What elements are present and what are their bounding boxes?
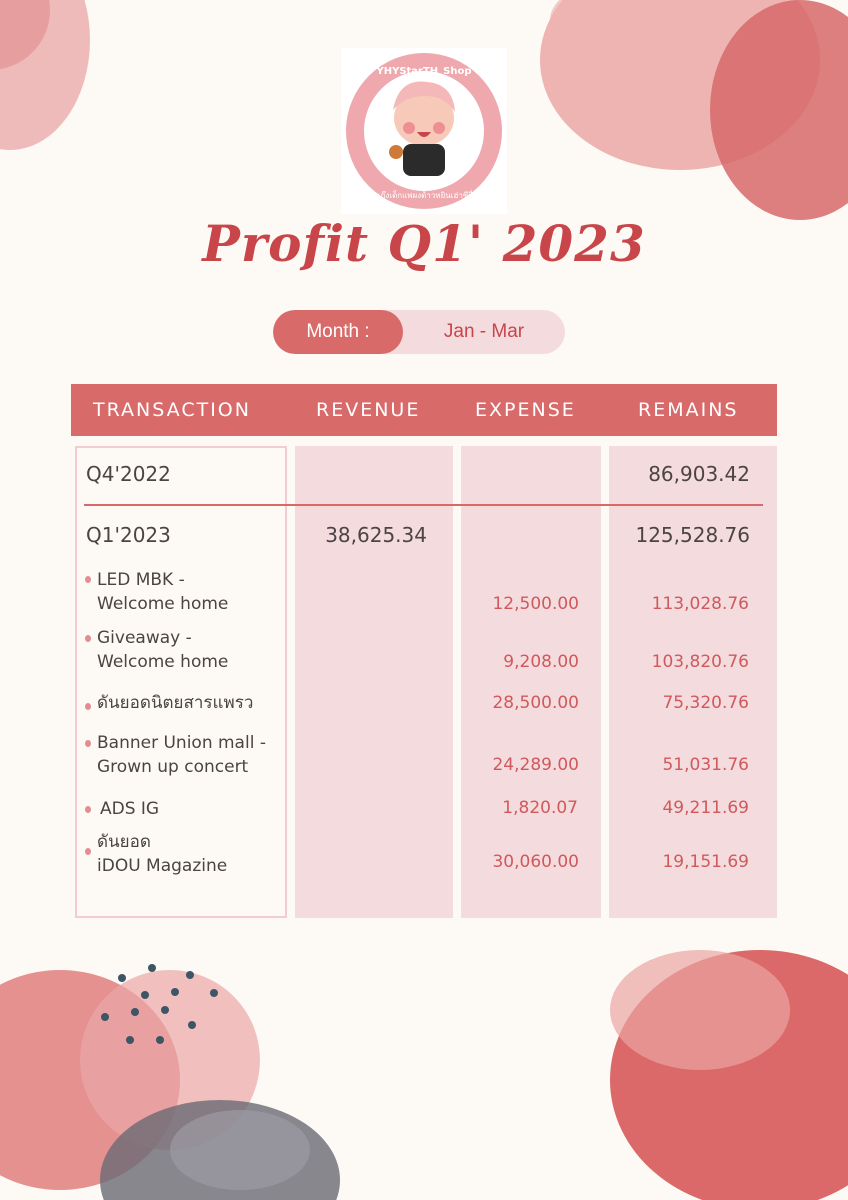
header-remains: REMAINS: [638, 399, 739, 421]
item-line1: ADS IG: [100, 799, 160, 819]
bullet-icon: [85, 703, 91, 710]
month-pill: [273, 310, 565, 354]
item-remains: 103,820.76: [651, 652, 749, 672]
logo-shop-name: YHYStarTH_Shop: [376, 66, 472, 77]
item-label: [97, 731, 266, 779]
bullet-icon: [85, 806, 91, 813]
item-expense: 24,289.00: [492, 755, 579, 775]
period-name: Q1'2023: [86, 523, 171, 547]
item-line1: ดันยอด: [97, 832, 151, 852]
item-expense: 9,208.00: [503, 652, 579, 672]
bullet-icon: [85, 848, 91, 855]
item-expense: 28,500.00: [492, 693, 579, 713]
period-revenue: 38,625.34: [325, 523, 427, 547]
page-title: Profit Q1' 2023: [202, 214, 646, 273]
item-line2: Welcome home: [97, 594, 229, 614]
bullet-icon: [85, 576, 91, 583]
header-revenue: REVENUE: [316, 399, 421, 421]
logo-tagline: แก๊งเด็กแพผงต้าวหยินเฮ่าซีรี่: [375, 191, 473, 200]
table-header: [71, 384, 777, 436]
item-label: [97, 568, 228, 616]
item-line2: Grown up concert: [97, 757, 249, 777]
month-label: Month :: [273, 310, 403, 354]
revenue-column: [295, 446, 453, 918]
opening-remains: 86,903.42: [648, 462, 750, 486]
remains-column: [609, 446, 777, 918]
item-label: [97, 830, 227, 878]
item-expense: 1,820.07: [502, 798, 578, 818]
item-line2: Welcome home: [97, 652, 229, 672]
row-divider: [84, 504, 763, 506]
item-expense: 12,500.00: [492, 594, 579, 614]
header-transaction: TRANSACTION: [93, 399, 251, 421]
item-remains: 19,151.69: [662, 852, 749, 872]
bullet-icon: [85, 635, 91, 642]
item-line1: Giveaway -: [97, 628, 192, 648]
item-line1: ดันยอดนิตยสารแพรว: [97, 693, 254, 713]
period-remains: 125,528.76: [635, 523, 750, 547]
opening-name: Q4'2022: [86, 462, 171, 486]
item-line1: Banner Union mall -: [97, 733, 266, 753]
bullet-icon: [85, 740, 91, 747]
item-label: [100, 797, 159, 821]
item-remains: 49,211.69: [662, 798, 749, 818]
item-label: [97, 691, 253, 715]
item-line2: iDOU Magazine: [97, 856, 228, 876]
item-expense: 30,060.00: [492, 852, 579, 872]
expense-column: [461, 446, 601, 918]
item-remains: 113,028.76: [651, 594, 749, 614]
item-label: [97, 626, 228, 674]
item-remains: 75,320.76: [662, 693, 749, 713]
month-value: Jan - Mar: [443, 321, 525, 342]
shop-logo: [341, 48, 507, 214]
item-line1: LED MBK -: [97, 570, 185, 590]
item-remains: 51,031.76: [662, 755, 749, 775]
header-expense: EXPENSE: [475, 399, 576, 421]
